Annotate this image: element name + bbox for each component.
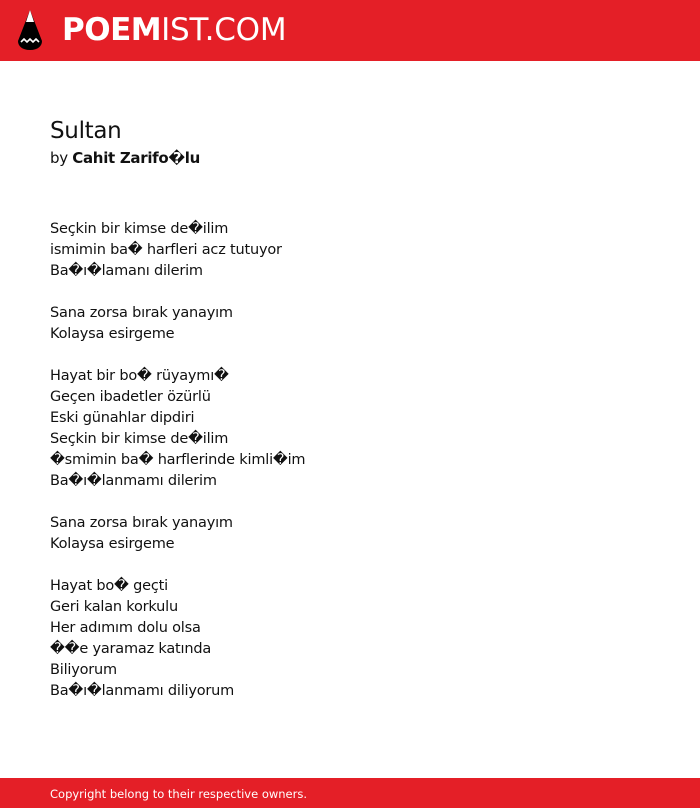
poem-line: Hayat bo� geçti [50, 578, 168, 594]
poem-line: Geri kalan korkulu [50, 599, 178, 615]
poem-line: ismimin ba� harfleri acz tutuyor [50, 242, 282, 258]
poem-stanza [50, 576, 650, 702]
site-header [0, 0, 700, 61]
poem-line: Kolaysa esirgeme [50, 326, 175, 342]
pencil-tip-icon[interactable] [17, 9, 43, 51]
poem-line: �smimin ba� harflerinde kimli�im [50, 452, 306, 468]
poem-stanza [50, 219, 650, 282]
author-name: Cahit Zarifo�lu [72, 149, 201, 167]
poem-line: Geçen ibadetler özürlü [50, 389, 211, 405]
poem-stanza [50, 366, 650, 492]
poem-line: ��e yaramaz katında [50, 641, 212, 657]
poem-line: Ba�ı�lamanı dilerim [50, 263, 203, 279]
poem-stanza [50, 303, 650, 345]
logo-brand-bold: POEM [62, 12, 162, 48]
poem-line: Sana zorsa bırak yanayım [50, 515, 233, 531]
poem-line: Ba�ı�lanmamı dilerim [50, 473, 217, 489]
poem-byline [50, 148, 200, 169]
poem-title: Sultan [50, 118, 122, 144]
poem-line: Seçkin bir kimse de�ilim [50, 221, 229, 237]
poem-line: Sana zorsa bırak yanayım [50, 305, 233, 321]
poem-body [50, 219, 650, 723]
poem-line: Her adımım dolu olsa [50, 620, 201, 636]
poem-stanza [50, 513, 650, 555]
copyright-text: Copyright belong to their respective owners. [50, 787, 308, 801]
logo-brand-light: IST.COM [161, 12, 287, 48]
site-footer [0, 778, 700, 808]
site-logo[interactable] [62, 12, 286, 48]
poem-line: Eski günahlar dipdiri [50, 410, 195, 426]
poem-line: Kolaysa esirgeme [50, 536, 175, 552]
poem-line: Seçkin bir kimse de�ilim [50, 431, 229, 447]
poem-line: Biliyorum [50, 662, 117, 678]
poem-line: Hayat bir bo� rüyaymı� [50, 368, 229, 384]
poem-line: Ba�ı�lanmamı diliyorum [50, 683, 235, 699]
by-label: by [50, 149, 68, 167]
